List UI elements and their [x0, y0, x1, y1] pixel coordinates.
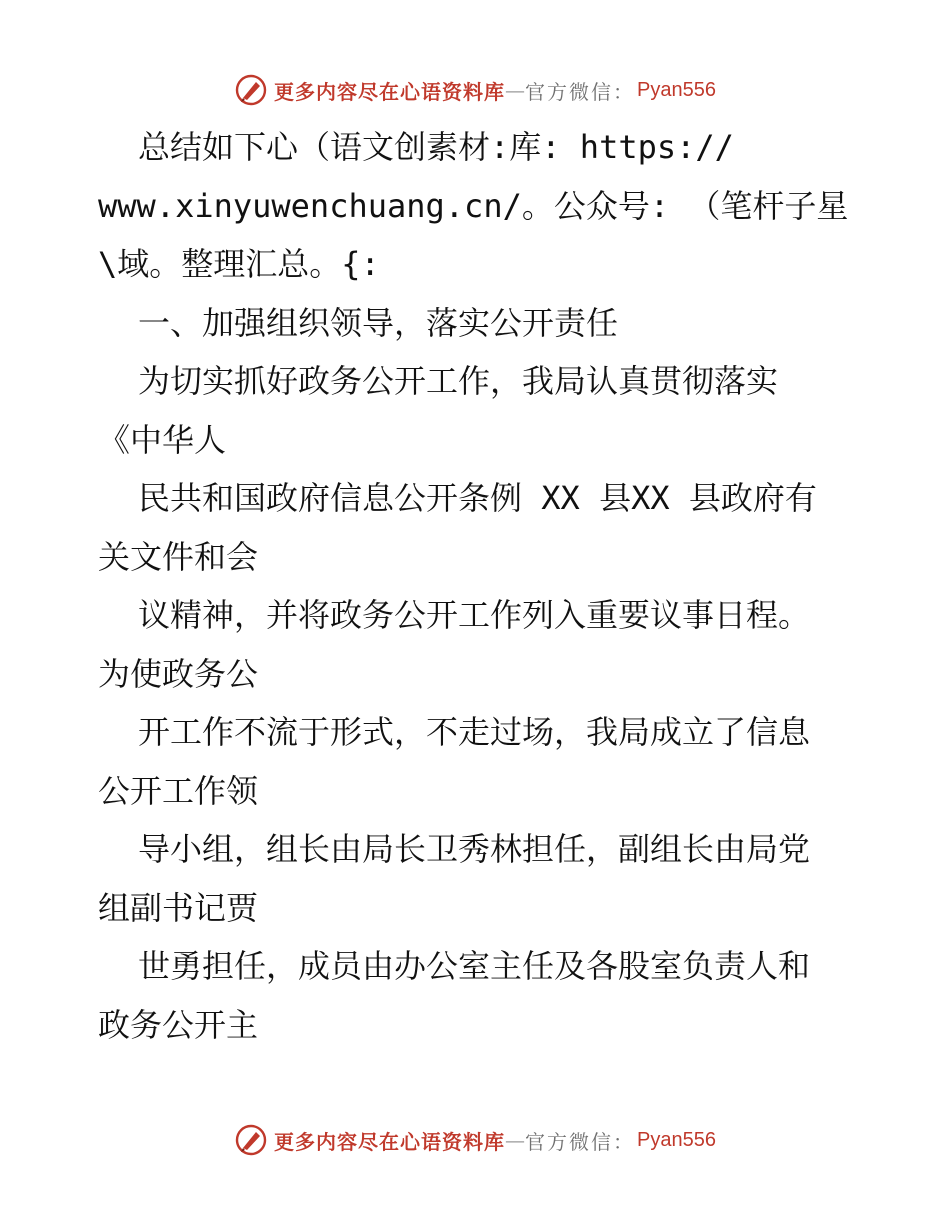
- document-line: 关文件和会: [98, 537, 259, 576]
- document-line: 为使政务公: [98, 654, 259, 693]
- document-line: 一、加强组织领导，落实公开责任: [138, 303, 619, 342]
- pen-logo-icon: [234, 73, 268, 107]
- document-line: 政务公开主: [98, 1005, 259, 1044]
- header-banner: [0, 70, 950, 110]
- document-body: [98, 118, 858, 1054]
- banner-separator: —: [505, 1128, 526, 1152]
- banner-promo-text: 更多内容尽在心语资料库: [274, 1129, 506, 1154]
- banner-wechat-id: Pyan556: [637, 78, 716, 101]
- banner-wechat-label: 官方微信：: [525, 1129, 636, 1154]
- document-line: 议精神，并将政务公开工作列入重要议事日程。: [138, 596, 811, 634]
- document-line: 总结如下心（语文创素材:库: https://: [138, 128, 734, 166]
- document-line: \域。整理汇总。{:: [98, 245, 380, 283]
- document-line: 导小组，组长由局长卫秀林担任，副组长由局党: [138, 830, 811, 868]
- document-line: 组副书记贾: [98, 888, 259, 927]
- pen-logo-icon: [234, 1123, 268, 1157]
- banner-wechat-label: 官方微信：: [525, 79, 636, 104]
- banner-wechat-id: Pyan556: [637, 1128, 716, 1151]
- document-line: 民共和国政府信息公开条例 XX 县XX 县政府有: [138, 479, 817, 517]
- document-line: 公开工作领: [98, 771, 259, 810]
- document-line: 世勇担任，成员由办公室主任及各股室负责人和: [138, 947, 811, 985]
- footer-banner: [0, 1120, 950, 1160]
- document-line: 为切实抓好政务公开工作，我局认真贯彻落实: [138, 362, 779, 400]
- document-line: 开工作不流于形式，不走过场，我局成立了信息: [138, 713, 811, 751]
- document-line: 《中华人: [98, 420, 227, 459]
- banner-separator: —: [505, 78, 526, 102]
- banner-promo-text: 更多内容尽在心语资料库: [274, 79, 506, 104]
- document-line: www.xinyuwenchuang.cn/。公众号: （笔杆子星: [98, 186, 849, 225]
